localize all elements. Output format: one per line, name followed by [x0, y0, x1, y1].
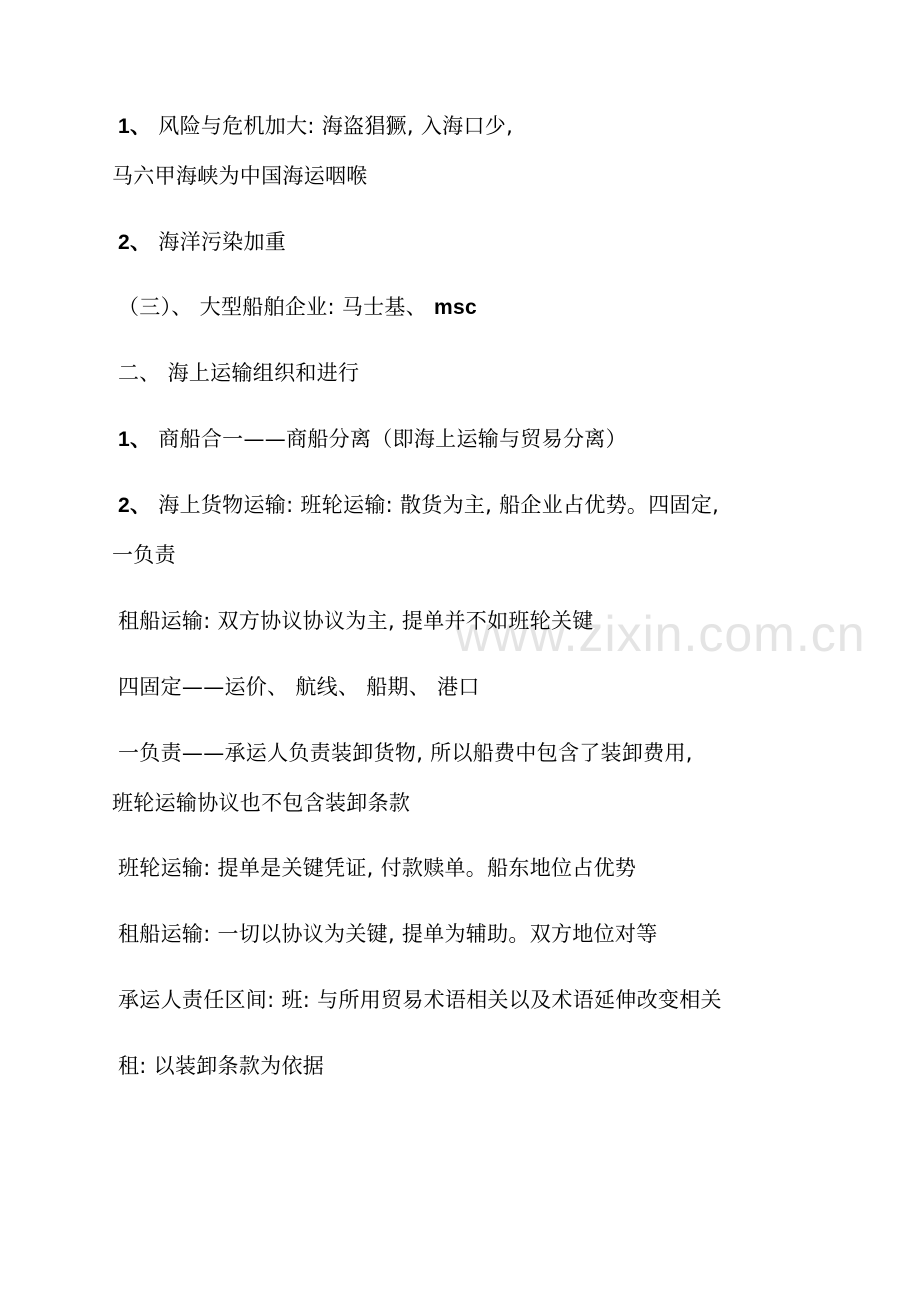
paragraph-line: 承运人责任区间: 班: 与所用贸易术语相关以及术语延伸改变相关 — [118, 988, 722, 1012]
paragraph-line: 班轮运输: 提单是关键凭证, 付款赎单。船东地位占优势 — [118, 856, 637, 880]
item-number: 1、 — [118, 428, 152, 451]
paragraph-line: 班轮运输协议也不包含装卸条款 — [112, 791, 411, 815]
item-number: 2、 — [118, 494, 152, 517]
paragraph-line: 租: 以装卸条款为依据 — [118, 1054, 325, 1078]
item-text: 海上货物运输: 班轮运输: 散货为主, 船企业占优势。四固定, — [158, 493, 720, 517]
watermark: www.zixin.com.cn — [455, 606, 866, 662]
heading-text: （三）、 大型船舶企业: 马士基、 — [118, 295, 428, 319]
list-item-pollution — [118, 228, 286, 257]
section-heading-shipping-companies — [118, 293, 477, 322]
list-item-cargo-transport — [118, 491, 719, 520]
item-text: 商船合一——商船分离（即海上运输与贸易分离） — [158, 427, 627, 451]
paragraph-line: 一负责——承运人负责装卸货物, 所以船费中包含了装卸费用, — [118, 741, 693, 765]
section-heading-maritime-transport: 二、 海上运输组织和进行 — [118, 361, 360, 385]
company-name: msc — [434, 296, 477, 319]
paragraph-line: 四固定——运价、 航线、 船期、 港口 — [118, 675, 480, 699]
item-number: 1、 — [118, 115, 152, 138]
list-item-risk — [118, 112, 513, 141]
item-text: 风险与危机加大: 海盗猖獗, 入海口少, — [158, 114, 514, 138]
paragraph-line: 租船运输: 一切以协议为关键, 提单为辅助。双方地位对等 — [118, 922, 658, 946]
paragraph-line: 一负责 — [112, 543, 176, 567]
item-text: 海洋污染加重 — [158, 230, 287, 254]
paragraph-line: 马六甲海峡为中国海运咽喉 — [112, 164, 368, 188]
list-item-merchant-ship — [118, 425, 627, 454]
paragraph-line: 租船运输: 双方协议协议为主, 提单并不如班轮关键 — [118, 609, 594, 633]
item-number: 2、 — [118, 231, 152, 254]
